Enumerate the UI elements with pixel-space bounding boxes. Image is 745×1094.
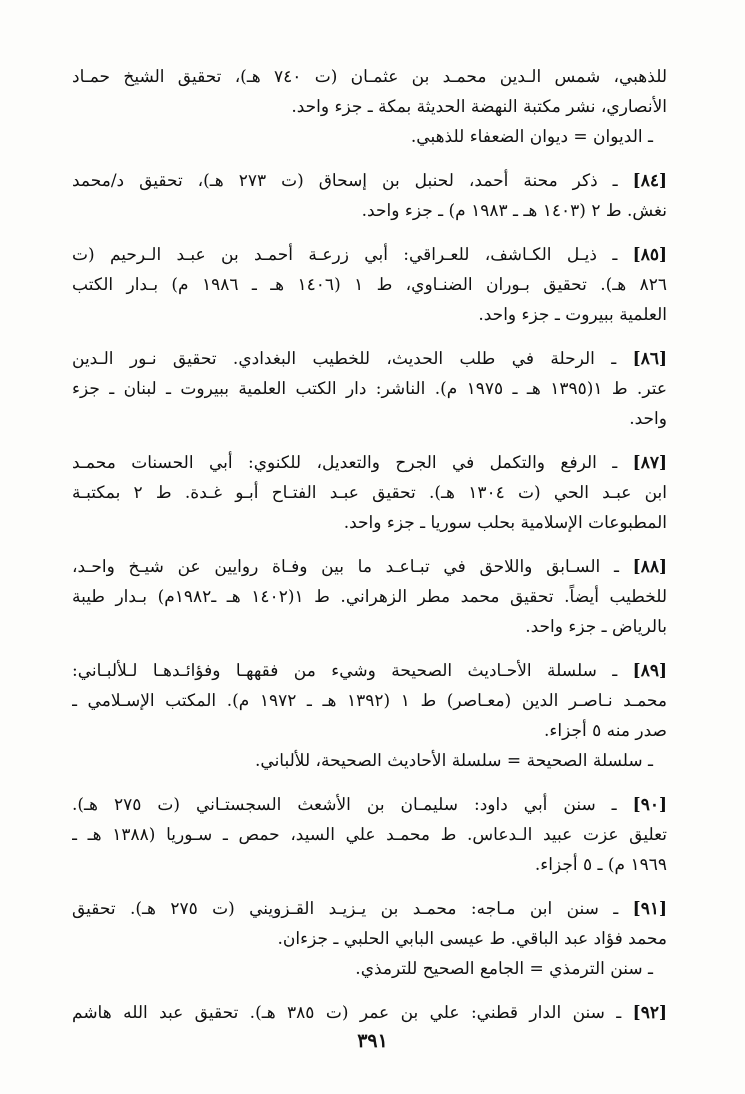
entry-line [72, 196, 667, 226]
entry-line [72, 612, 667, 642]
bibliography-entries [72, 62, 667, 1028]
entry-text: محمـد نـاصـر الدين (معـاصر) ط ١ (١٣٩٢ هـ ـ ١٩٧٢ م). المكتب الإسـلامي ـ [72, 691, 667, 711]
entry-text: للذهبي، شمس الـدين محمـد بن عثمـان (ت ٧٤٠ هـ)، تحقيق الشيخ حمـاد [72, 67, 667, 87]
entry-text: ـ ذكر محنة أحمد، لحنبل بن إسحاق (ت ٢٧٣ هـ)، تحقيق د/محمد [72, 171, 618, 191]
entry-text: ٨٢٦ هـ). تحقيق بـوران الضنـاوي، ط ١ (١٤٠٦ هـ ـ ١٩٨٦ م) بـدار الكتب [72, 275, 667, 295]
entry-text: بالرياض ـ جزء واحد. [525, 617, 667, 637]
entry-line [72, 582, 667, 612]
entry-number: [٩٢] [632, 1003, 667, 1023]
entry-text: المطبوعات الإسلامية بحلب سوريا ـ جزء واحد. [343, 513, 667, 533]
entry-text: العلمية ببيروت ـ جزء واحد. [478, 305, 667, 325]
entry-line [72, 62, 667, 92]
entry-line [72, 686, 667, 716]
bibliography-entry [72, 998, 667, 1028]
entry-text: ١٩٦٩ م) ـ ٥ أجزاء. [534, 855, 667, 875]
entry-number: [٨٦] [632, 349, 667, 369]
entry-line [72, 270, 667, 300]
entry-line [72, 404, 667, 434]
entry-line [72, 92, 667, 122]
entry-line [72, 166, 667, 196]
entry-number: [٨٤] [632, 171, 667, 191]
entry-line [72, 998, 667, 1028]
entry-line [72, 552, 667, 582]
entry-text: ـ الرفع والتكمل في الجرح والتعديل، للكنوي: أبي الحسنات محمـد [72, 453, 618, 473]
entry-text: ـ ذيـل الكـاشف، للعـراقي: أبي زرعـة أحمـد بن عبـد الـرحيم (ت [72, 245, 618, 265]
entry-line [72, 344, 667, 374]
bibliography-entry [72, 344, 667, 434]
entry-line [72, 924, 667, 954]
entry-line [72, 716, 667, 746]
entry-text: ـ سنن ابن مـاجه: محمـد بن يـزيـد القـزويني (ت ٢٧٥ هـ). تحقيق [72, 899, 619, 919]
entry-text: ـ سنن أبي داود: سليمـان بن الأشعث السجستـاني (ت ٢٧٥ هـ). [72, 795, 617, 815]
bibliography-entry [72, 62, 667, 152]
entry-number: [٩١] [632, 899, 667, 919]
entry-text: تعليق عزت عبيد الـدعاس. ط محمـد علي السيد، حمص ـ سـوريا (١٣٨٨ هـ ـ [72, 825, 667, 845]
entry-text: ابن عبـد الحي (ت ١٣٠٤ هـ). تحقيق عبـد الفتـاح أبـو غـدة. ط ٢ بمكتبـة [72, 483, 667, 503]
entry-line [72, 656, 667, 686]
entry-text: عتر. ط ١(١٣٩٥ هـ ـ ١٩٧٥ م). الناشر: دار الكتب العلمية ببيروت ـ لبنان ـ جزء [72, 379, 667, 399]
bibliography-entry [72, 166, 667, 226]
entry-line [72, 508, 667, 538]
bibliography-entry [72, 656, 667, 776]
entry-text: ـ الرحلة في طلب الحديث، للخطيب البغدادي. تحقيق نـور الـدين [72, 349, 617, 369]
entry-text: ـ سنن الدار قطني: علي بن عمر (ت ٣٨٥ هـ). تحقيق عبد الله هاشم [72, 1003, 622, 1023]
entry-text: ـ السـابق واللاحق في تبـاعـد ما بين وفـاة روايين عن شيـخ واحـد، [72, 557, 619, 577]
entry-text: ـ سلسلة الأحـاديث الصحيحة وشيء من فقههـا وفؤائـدهـا لـلألبـاني: [72, 661, 618, 681]
entry-text: صدر منه ٥ أجزاء. [543, 721, 667, 741]
entry-line [72, 374, 667, 404]
cross-reference-line: ـ سلسلة الصحيحة = سلسلة الأحاديث الصحيحة، للألباني. [255, 751, 653, 771]
bibliography-entry [72, 790, 667, 880]
entry-line [72, 448, 667, 478]
entry-line [72, 240, 667, 270]
entry-number: [٨٩] [632, 661, 667, 681]
cross-reference-line: ـ سنن الترمذي = الجامع الصحيح للترمذي. [355, 959, 653, 979]
bibliography-entry [72, 894, 667, 984]
entry-text: واحد. [629, 409, 667, 429]
entry-line [72, 894, 667, 924]
entry-number: [٨٨] [632, 557, 667, 577]
entry-number: [٨٧] [632, 453, 667, 473]
entry-text: محمد فؤاد عبد الباقي. ط عيسى البابي الحلبي ـ جزءان. [277, 929, 667, 949]
entry-text: الأنصاري، نشر مكتبة النهضة الحديثة بمكة ـ جزء واحد. [291, 97, 667, 117]
entry-line [72, 300, 667, 330]
entry-line [72, 790, 667, 820]
entry-text: نغش. ط ٢ (١٤٠٣ هـ ـ ١٩٨٣ م) ـ جزء واحد. [361, 201, 667, 221]
entry-line [72, 850, 667, 880]
bibliography-entry [72, 240, 667, 330]
entry-line [72, 478, 667, 508]
entry-number: [٨٥] [632, 245, 667, 265]
bibliography-entry [72, 448, 667, 538]
cross-reference-line: ـ الديوان = ديوان الضعفاء للذهبي. [410, 127, 653, 147]
page-number: ٣٩١ [357, 1030, 388, 1052]
entry-line [72, 820, 667, 850]
entry-number: [٩٠] [632, 795, 667, 815]
entry-text: للخطيب أيضاً. تحقيق محمد مطر الزهراني. ط ١(١٤٠٢ هـ ـ١٩٨٢م) بـدار طيبة [72, 587, 667, 607]
bibliography-entry [72, 552, 667, 642]
